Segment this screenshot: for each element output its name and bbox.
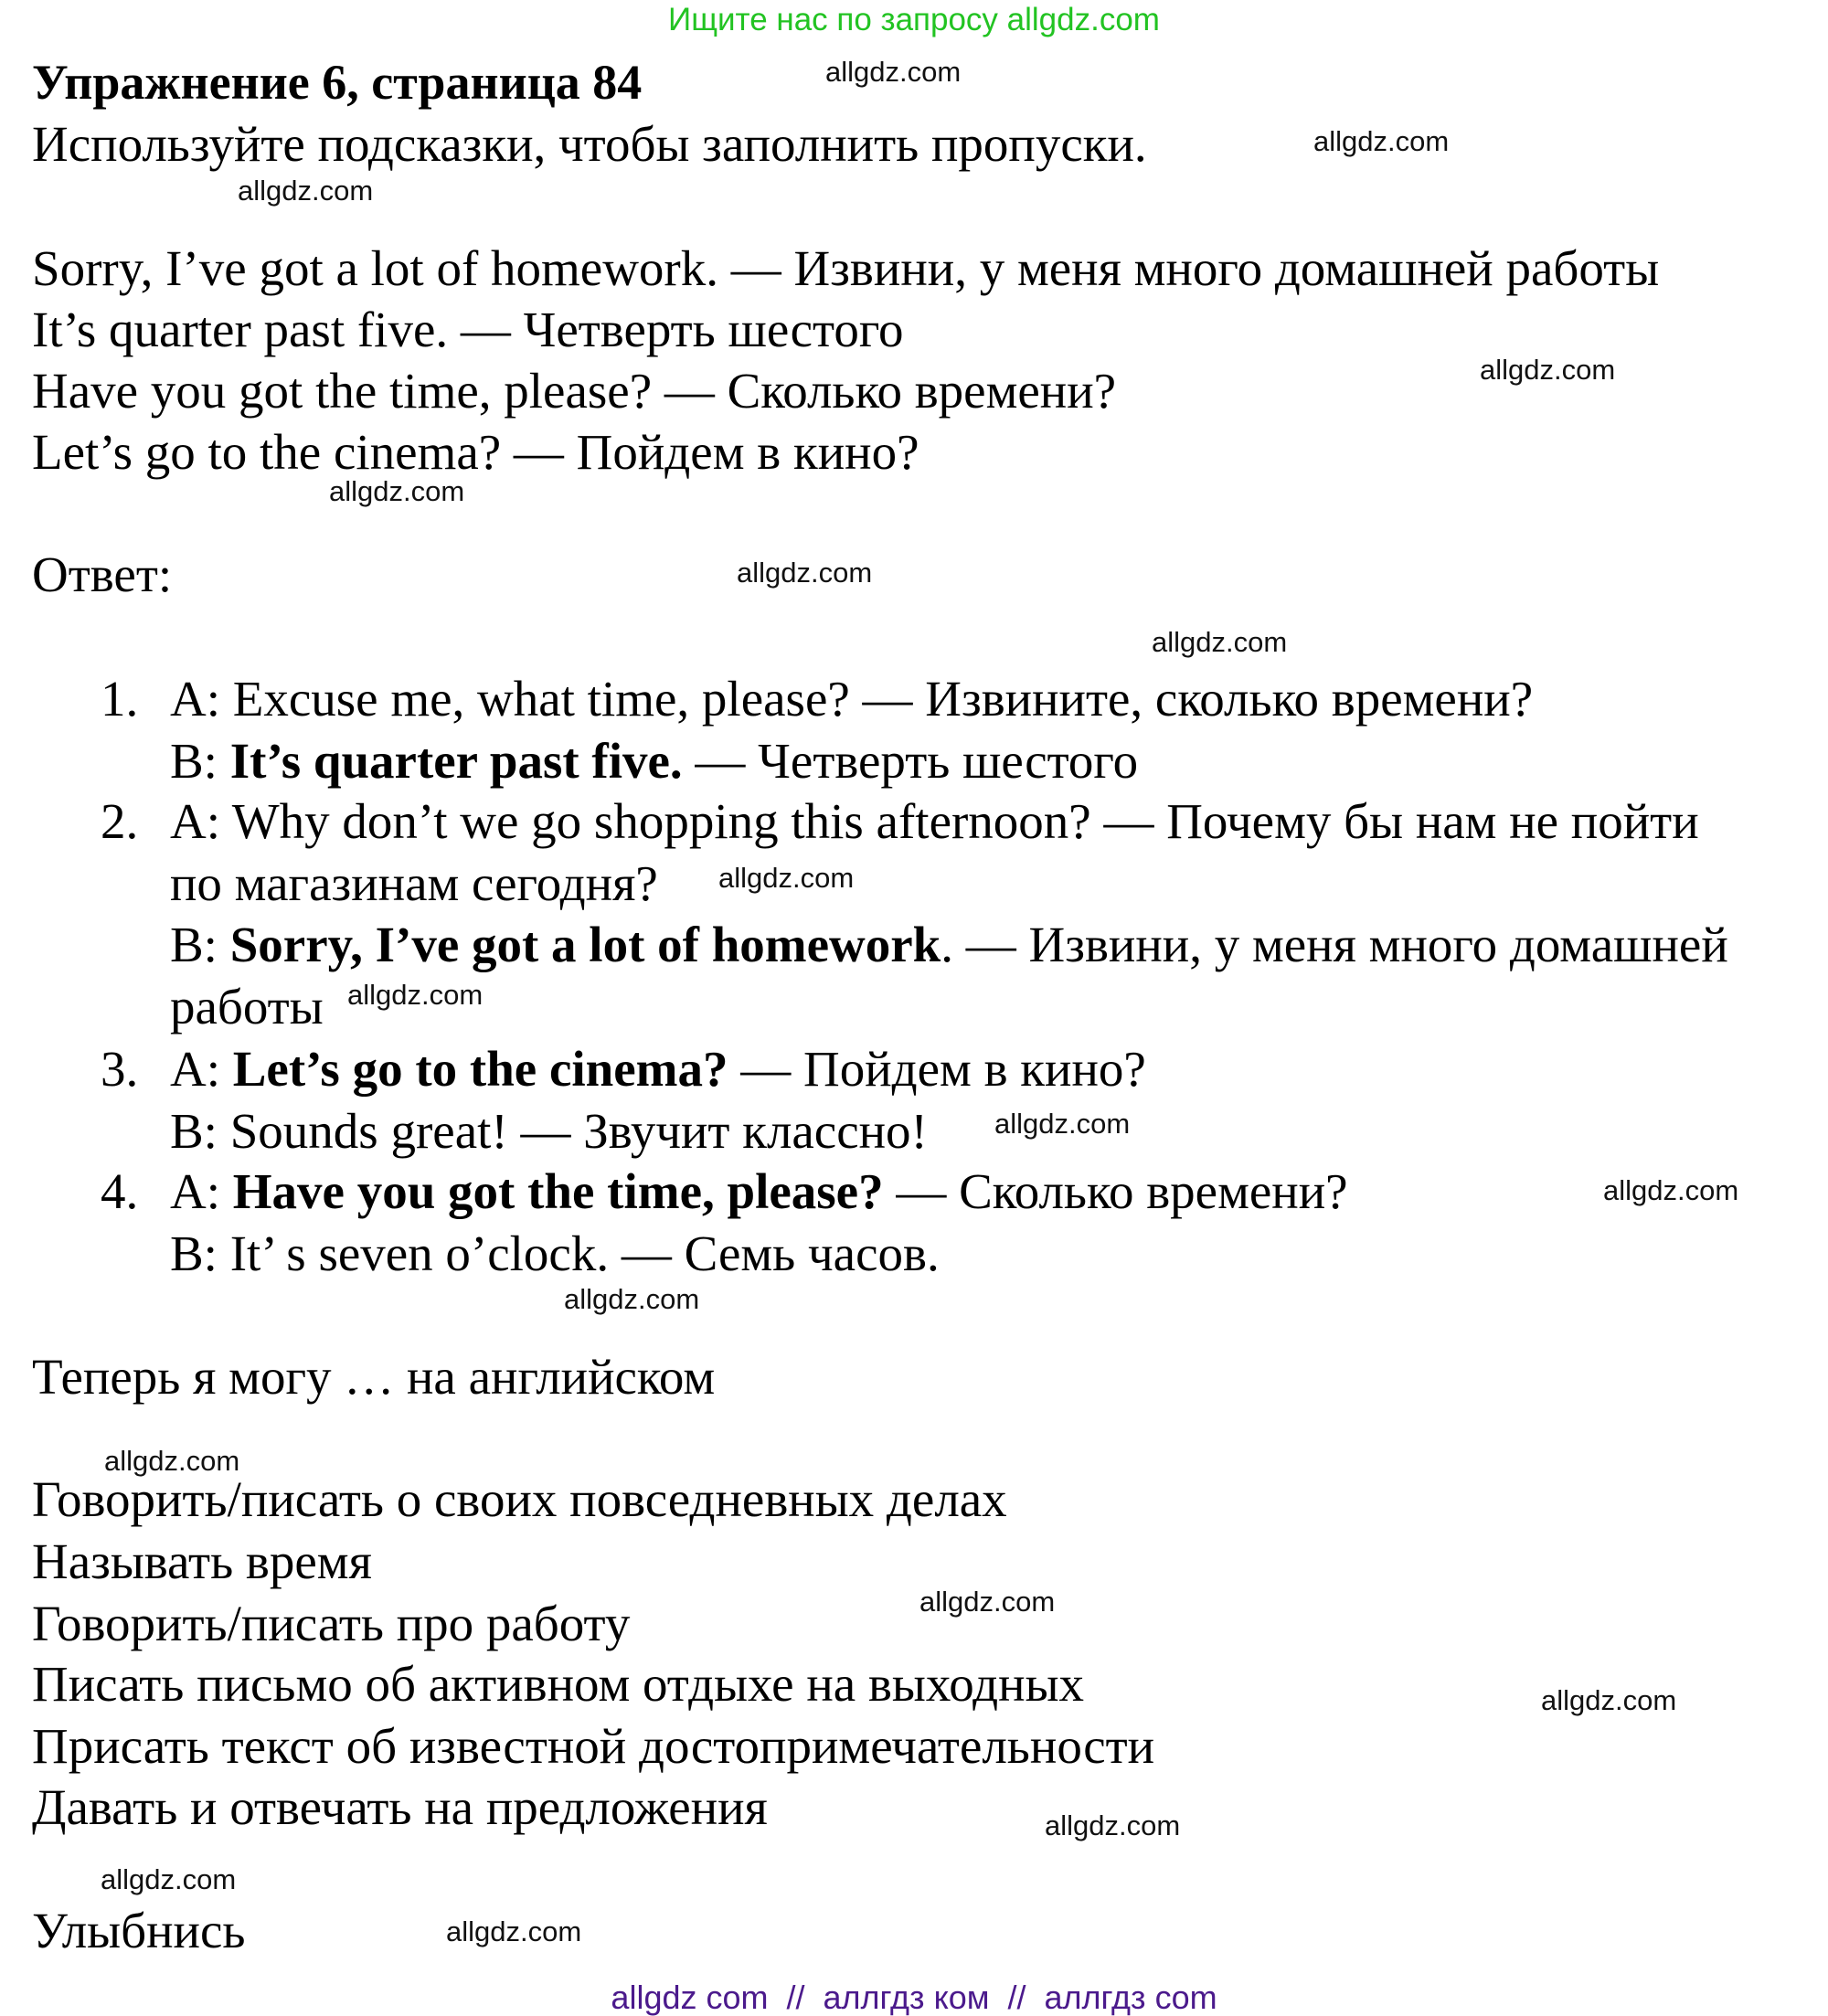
answer-line-b [170, 1223, 940, 1285]
answer-number: 2. [101, 793, 139, 849]
speaker: A: [170, 793, 232, 849]
watermark: allgdz.com [1603, 1174, 1739, 1206]
answer-line-b [170, 730, 1138, 792]
watermark: allgdz.com [737, 557, 873, 589]
can-do-item: Присать текст об известной достопримечательности [32, 1718, 1155, 1774]
answer-bold: Let’s go to the cinema? [232, 1041, 728, 1097]
watermark: allgdz.com [564, 1283, 700, 1315]
answer-text: It’ s seven o’clock. — Семь часов. [229, 1226, 940, 1281]
watermark: allgdz.com [446, 1915, 582, 1947]
answer-bold: Sorry, I’ve got a lot of homework [229, 917, 941, 972]
answer-label: Ответ: [32, 546, 173, 602]
watermark: allgdz.com [718, 862, 855, 894]
answer-text: Why don’t we go shopping this afternoon? — Почему бы нам не пойти [231, 793, 1699, 849]
watermark: allgdz.com [238, 175, 374, 207]
speaker: A: [170, 1163, 233, 1219]
speaker: A: [170, 1041, 233, 1097]
watermark: allgdz.com [1152, 626, 1288, 658]
answer-text: — Четверть шестого [682, 733, 1139, 789]
answer-number: 1. [101, 671, 139, 727]
watermark: allgdz.com [104, 1445, 240, 1477]
answer-number: 4. [101, 1163, 139, 1219]
answer-text: — Пойдем в кино? [728, 1041, 1146, 1097]
can-do-item: Давать и отвечать на предложения [32, 1779, 768, 1835]
instruction: Используйте подсказки, чтобы заполнить пропуски. [32, 116, 1147, 172]
answer-text: — Сколько времени? [883, 1163, 1348, 1219]
answer-line-a [170, 1161, 1348, 1223]
answer-text: Sounds great! — Звучит классно! [229, 1103, 928, 1159]
watermark: allgdz.com [919, 1586, 1056, 1618]
speaker: B: [170, 733, 230, 789]
can-do-item: Писать письмо об активном отдыхе на выходных [32, 1656, 1085, 1712]
speaker: B: [170, 917, 230, 972]
search-banner: Ищите нас по запросу allgdz.com [668, 2, 1160, 37]
watermark: allgdz.com [1480, 354, 1616, 386]
answer-line-b [170, 914, 1728, 976]
watermark: allgdz.com [1541, 1684, 1677, 1716]
answer-line-cont: работы [170, 979, 324, 1035]
answer-line-a [170, 1038, 1146, 1100]
answer-line-a [170, 668, 1533, 730]
answer-line-cont: по магазинам сегодня? [170, 855, 658, 911]
hint-line: It’s quarter past five. — Четверть шестого [32, 302, 904, 357]
watermark: allgdz.com [101, 1863, 237, 1895]
answer-text: . — Извини, у меня много домашней [941, 917, 1728, 972]
speaker: B: [170, 1226, 230, 1281]
answer-line-a [170, 790, 1699, 853]
smile-heading: Улыбнись [32, 1903, 246, 1958]
hint-line: Sorry, I’ve got a lot of homework. — Извини, у меня много домашней работы [32, 240, 1660, 296]
answer-number: 3. [101, 1041, 139, 1097]
hint-line: Have you got the time, please? — Сколько времени? [32, 363, 1117, 419]
watermark: allgdz.com [347, 979, 484, 1011]
can-do-item: Говорить/писать о своих повседневных делах [32, 1471, 1007, 1527]
can-do-item: Называть время [32, 1533, 372, 1589]
speaker: B: [170, 1103, 230, 1159]
can-do-item: Говорить/писать про работу [32, 1596, 631, 1651]
answer-text: Excuse me, what time, please? — Извините, сколько времени? [232, 671, 1534, 727]
watermark: allgdz.com [1045, 1809, 1181, 1841]
watermark: allgdz.com [825, 56, 962, 88]
answer-line-b [170, 1100, 928, 1162]
answer-bold: Have you got the time, please? [232, 1163, 884, 1219]
watermark: allgdz.com [1313, 125, 1450, 157]
speaker: A: [170, 671, 233, 727]
watermark: allgdz.com [994, 1108, 1131, 1140]
answer-bold: It’s quarter past five. [229, 733, 683, 789]
hint-line: Let’s go to the cinema? — Пойдем в кино? [32, 424, 919, 480]
can-do-heading: Теперь я могу … на английском [32, 1349, 716, 1405]
footer-watermark: allgdz com // аллгдз ком // аллгдз com [611, 1979, 1217, 2016]
watermark: allgdz.com [329, 475, 465, 507]
page-title: Упражнение 6, страница 84 [32, 55, 643, 110]
